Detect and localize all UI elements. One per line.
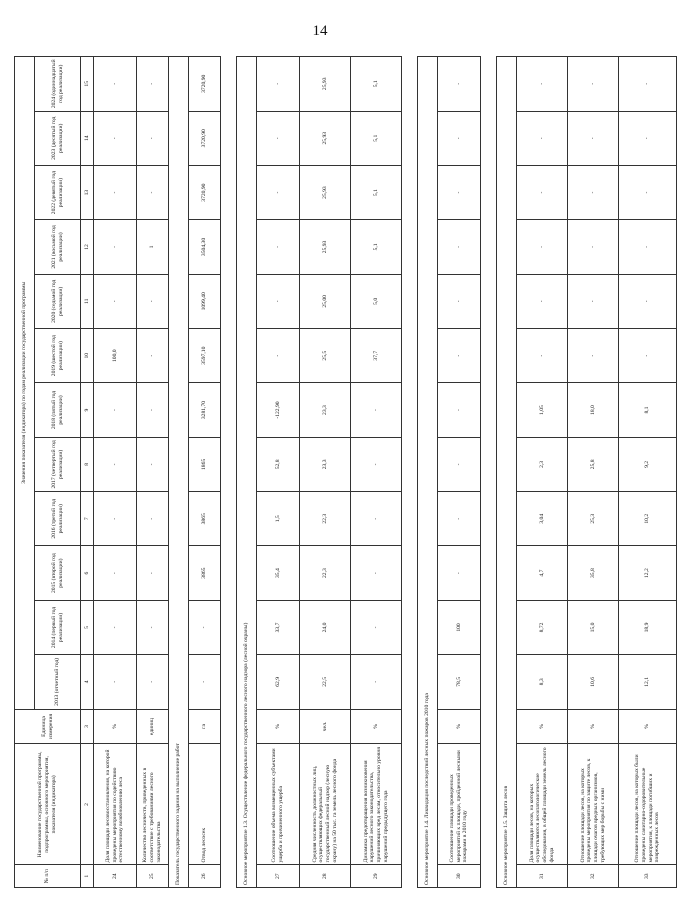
value-cell: 25,5 — [300, 329, 351, 383]
indicator-name: Отношение площади лесов, на которых проведены мероприятия по защите лесов, к площади очагов вредных организмов, требующих мер борьбы с ними — [568, 744, 619, 865]
value-cell: - — [568, 57, 619, 112]
value-cell: - — [137, 111, 169, 165]
indicator-name: Средняя численность должностных лиц, осуществляющих федеральный государственный лесной надзор (лесную охрану) на 50 тыс. га земель лесного фонда — [300, 744, 351, 865]
value-cell: - — [351, 437, 402, 491]
value-cell: - — [619, 274, 677, 328]
value-cell: - — [137, 383, 169, 437]
indicator-name: Отвод лесосек — [189, 744, 221, 865]
value-cell: - — [137, 437, 169, 491]
row-number: 24 — [94, 865, 137, 888]
value-cell: 25,3 — [568, 492, 619, 546]
value-cell: - — [568, 329, 619, 383]
value-cell: - — [517, 111, 568, 165]
value-cell: 3720,90 — [189, 57, 221, 112]
value-cell: 4,7 — [517, 546, 568, 600]
value-cell: - — [351, 383, 402, 437]
value-cell: - — [517, 274, 568, 328]
value-cell: 24,0 — [300, 600, 351, 654]
column-number: 10 — [81, 329, 94, 383]
value-cell: - — [568, 165, 619, 219]
section-gap — [481, 57, 497, 888]
value-cell: - — [438, 546, 481, 600]
value-cell: 25,93 — [300, 57, 351, 112]
value-cell: - — [94, 655, 137, 709]
table-row — [257, 57, 300, 888]
value-cell: 3281,70 — [189, 383, 221, 437]
header-values-group: Значения показателя (индикатора) по годам реализации государственной программы — [15, 57, 35, 710]
value-cell: - — [438, 57, 481, 112]
value-cell: 62,9 — [257, 655, 300, 709]
value-cell: - — [189, 600, 221, 654]
unit-cell: % — [517, 709, 568, 744]
column-number: 2 — [81, 744, 94, 865]
row-number: 25 — [137, 865, 169, 888]
row-number: 32 — [568, 865, 619, 888]
section-gap-cell — [481, 57, 497, 888]
value-cell: - — [94, 274, 137, 328]
value-cell: 23,3 — [300, 383, 351, 437]
value-cell: - — [517, 329, 568, 383]
section-row — [418, 57, 438, 888]
value-cell: 37,7 — [351, 329, 402, 383]
value-cell: 22,3 — [300, 546, 351, 600]
table-row — [94, 57, 137, 888]
column-number: 7 — [81, 492, 94, 546]
value-cell: - — [257, 57, 300, 112]
column-number: 9 — [81, 383, 94, 437]
value-cell: - — [438, 492, 481, 546]
value-cell: 25,93 — [300, 165, 351, 219]
value-cell: - — [137, 57, 169, 112]
section-row — [237, 57, 257, 888]
value-cell: 15,0 — [568, 600, 619, 654]
unit-cell: % — [257, 709, 300, 744]
value-cell: - — [517, 57, 568, 112]
value-cell: - — [517, 220, 568, 274]
column-number: 8 — [81, 437, 94, 491]
value-cell: - — [619, 111, 677, 165]
value-cell: - — [619, 165, 677, 219]
column-number: 1 — [81, 865, 94, 888]
value-cell: 5,0 — [351, 274, 402, 328]
table-row — [619, 57, 677, 888]
section-title: Основное мероприятие 1.3. Осуществление федерального государственного лесного надзора (лесной охраны) — [237, 57, 257, 888]
header-year: 2021 (восьмой год реализации) — [35, 220, 81, 274]
section-title: Показатель государственного задания на выполнение работ — [169, 57, 189, 888]
value-cell: 18,0 — [568, 383, 619, 437]
header-unit: Единица измерения — [15, 709, 81, 744]
value-cell: 52,8 — [257, 437, 300, 491]
column-number: 12 — [81, 220, 94, 274]
column-number: 13 — [81, 165, 94, 219]
value-cell: - — [94, 165, 137, 219]
indicator-name: Доля площади лесов, на которых осуществляются лесопатологические обследования, в общей площади земель лесного фонда — [517, 744, 568, 865]
table-body — [15, 57, 677, 888]
value-cell: - — [619, 220, 677, 274]
unit-cell: % — [351, 709, 402, 744]
header-year: 2020 (седьмой год реализации) — [35, 274, 81, 328]
section-gap — [402, 57, 418, 888]
header-no: № п/п — [15, 865, 81, 888]
value-cell: 5,1 — [351, 57, 402, 112]
value-cell: 10,6 — [568, 655, 619, 709]
value-cell: 10,2 — [619, 492, 677, 546]
indicator-name: Соотношение площади проведенных мероприятий к площади, пройденной лесными пожарами в 2010 году — [438, 744, 481, 865]
value-cell: 100,0 — [94, 329, 137, 383]
value-cell: 100 — [438, 600, 481, 654]
value-cell: - — [619, 57, 677, 112]
value-cell: 1,5 — [257, 492, 300, 546]
table-row — [517, 57, 568, 888]
value-cell: 35,4 — [257, 546, 300, 600]
value-cell: - — [137, 492, 169, 546]
unit-cell: чел. — [300, 709, 351, 744]
value-cell: 12,2 — [619, 546, 677, 600]
column-number: 3 — [81, 709, 94, 744]
value-cell: 2,3 — [517, 437, 568, 491]
value-cell: - — [351, 600, 402, 654]
value-cell: - — [137, 165, 169, 219]
value-cell: 18,9 — [619, 600, 677, 654]
value-cell: 3504,30 — [189, 220, 221, 274]
unit-cell: га — [189, 709, 221, 744]
section-title: Основное мероприятие 1.5. Защита лесов — [497, 57, 517, 888]
column-number: 15 — [81, 57, 94, 112]
value-cell: 78,5 — [438, 655, 481, 709]
section-gap-cell — [402, 57, 418, 888]
indicator-name: Количество лесничеств, приведенных в соответствие с требованиями лесного законодательства — [137, 744, 169, 865]
value-cell: - — [351, 492, 402, 546]
value-cell: 3597,10 — [189, 329, 221, 383]
table-row — [438, 57, 481, 888]
section-gap — [221, 57, 237, 888]
table-row — [189, 57, 221, 888]
value-cell: - — [94, 437, 137, 491]
value-cell: 9,2 — [619, 437, 677, 491]
value-cell: - — [257, 274, 300, 328]
value-cell: - — [568, 220, 619, 274]
value-cell: - — [257, 165, 300, 219]
unit-cell: единиц — [137, 709, 169, 744]
indicator-name: Динамика предотвращения возникновения нарушений лесного законодательства, причиняющих вред лесам, относительно уровня нарушений предыдущего года — [351, 744, 402, 865]
value-cell: 3,04 — [517, 492, 568, 546]
value-cell: - — [257, 220, 300, 274]
value-cell: 25,8 — [568, 437, 619, 491]
value-cell: 3720,90 — [189, 111, 221, 165]
column-number: 4 — [81, 655, 94, 709]
value-cell: - — [94, 111, 137, 165]
value-cell: - — [568, 111, 619, 165]
table-row — [300, 57, 351, 888]
value-cell: - — [94, 546, 137, 600]
value-cell: - — [94, 492, 137, 546]
indicator-name: Отношение площади лесов, на которых были проведены санитарно-оздоровительные мероприятия, к площади погибших и поврежденных лесов — [619, 744, 677, 865]
value-cell: - — [257, 111, 300, 165]
value-cell: - — [438, 274, 481, 328]
header-year: 2024 (одиннадцатый год реализации) — [35, 57, 81, 112]
value-cell: 22,5 — [300, 655, 351, 709]
value-cell: - — [438, 437, 481, 491]
section-row — [497, 57, 517, 888]
value-cell: 5,1 — [351, 111, 402, 165]
value-cell: - — [351, 655, 402, 709]
value-cell: 1,05 — [517, 383, 568, 437]
row-number: 31 — [517, 865, 568, 888]
section-title: Основное мероприятие 1.4. Ликвидация последствий лесных пожаров 2010 года — [418, 57, 438, 888]
value-cell: 23,3 — [300, 437, 351, 491]
column-number: 11 — [81, 274, 94, 328]
value-cell: 33,7 — [257, 600, 300, 654]
value-cell: -122,90 — [257, 383, 300, 437]
row-number: 33 — [619, 865, 677, 888]
header-year: 2023 (десятый год реализации) — [35, 111, 81, 165]
value-cell: - — [438, 165, 481, 219]
header-year: 2013 (отчетный год) — [35, 655, 81, 709]
unit-cell: % — [438, 709, 481, 744]
unit-cell: % — [619, 709, 677, 744]
unit-cell: % — [568, 709, 619, 744]
header-name: Наименование государственной программы, подпрограммы, основного мероприятия, показателя (индикатора) — [15, 744, 81, 865]
indicator-name: Доля площади лесовосстановления, на которой проведены мероприятия по содействию естественному возобновлению леса — [94, 744, 137, 865]
header-year: 2017 (четвертый год реализации) — [35, 437, 81, 491]
value-cell: - — [438, 383, 481, 437]
header-year: 2015 (второй год реализации) — [35, 546, 81, 600]
value-cell: - — [137, 546, 169, 600]
value-cell: - — [257, 329, 300, 383]
value-cell: 35,8 — [568, 546, 619, 600]
value-cell: - — [438, 220, 481, 274]
row-number: 30 — [438, 865, 481, 888]
value-cell: - — [94, 600, 137, 654]
value-cell: - — [94, 383, 137, 437]
table-row — [137, 57, 169, 888]
value-cell: - — [137, 274, 169, 328]
header-year: 2018 (пятый год реализации) — [35, 383, 81, 437]
value-cell: - — [94, 220, 137, 274]
rotated-content — [14, 56, 661, 888]
value-cell: 5,1 — [351, 220, 402, 274]
value-cell: - — [351, 546, 402, 600]
value-cell: - — [137, 600, 169, 654]
row-number: 26 — [189, 865, 221, 888]
section-gap-cell — [221, 57, 237, 888]
value-cell: - — [438, 111, 481, 165]
value-cell: 1099,40 — [189, 274, 221, 328]
table-row — [351, 57, 402, 888]
unit-cell: % — [94, 709, 137, 744]
column-number: 5 — [81, 600, 94, 654]
header-year: 2019 (шестой год реализации) — [35, 329, 81, 383]
indicator-name: Соотношение объема возмещенных субъектами ущерба и причиненного ущерба — [257, 744, 300, 865]
value-cell: 25,93 — [300, 111, 351, 165]
row-number: 28 — [300, 865, 351, 888]
value-cell: 1865 — [189, 437, 221, 491]
value-cell: 5,1 — [351, 165, 402, 219]
page-number: 14 — [312, 23, 328, 39]
value-cell: - — [137, 329, 169, 383]
column-number: 14 — [81, 111, 94, 165]
value-cell: 8,3 — [517, 655, 568, 709]
value-cell: 8,1 — [619, 383, 677, 437]
value-cell: 22,3 — [300, 492, 351, 546]
value-cell: 1 — [137, 220, 169, 274]
value-cell: - — [137, 655, 169, 709]
value-cell: - — [438, 329, 481, 383]
value-cell: 12,1 — [619, 655, 677, 709]
section-row — [169, 57, 189, 888]
column-number: 6 — [81, 546, 94, 600]
value-cell: - — [189, 655, 221, 709]
indicators-table — [14, 56, 677, 888]
header-year: 2022 (девятый год реализации) — [35, 165, 81, 219]
value-cell: 3865 — [189, 546, 221, 600]
value-cell: 3720,90 — [189, 165, 221, 219]
value-cell: - — [568, 274, 619, 328]
value-cell: - — [517, 165, 568, 219]
table-row — [568, 57, 619, 888]
value-cell: 8,72 — [517, 600, 568, 654]
value-cell: 25,93 — [300, 220, 351, 274]
row-number: 29 — [351, 865, 402, 888]
value-cell: 25,00 — [300, 274, 351, 328]
header-year: 2014 (первый год реализации) — [35, 600, 81, 654]
value-cell: - — [619, 329, 677, 383]
header-row — [15, 57, 35, 888]
value-cell: - — [94, 57, 137, 112]
column-numbers-row — [81, 57, 94, 888]
value-cell: 3865 — [189, 492, 221, 546]
row-number: 27 — [257, 865, 300, 888]
header-year: 2016 (третий год реализации) — [35, 492, 81, 546]
